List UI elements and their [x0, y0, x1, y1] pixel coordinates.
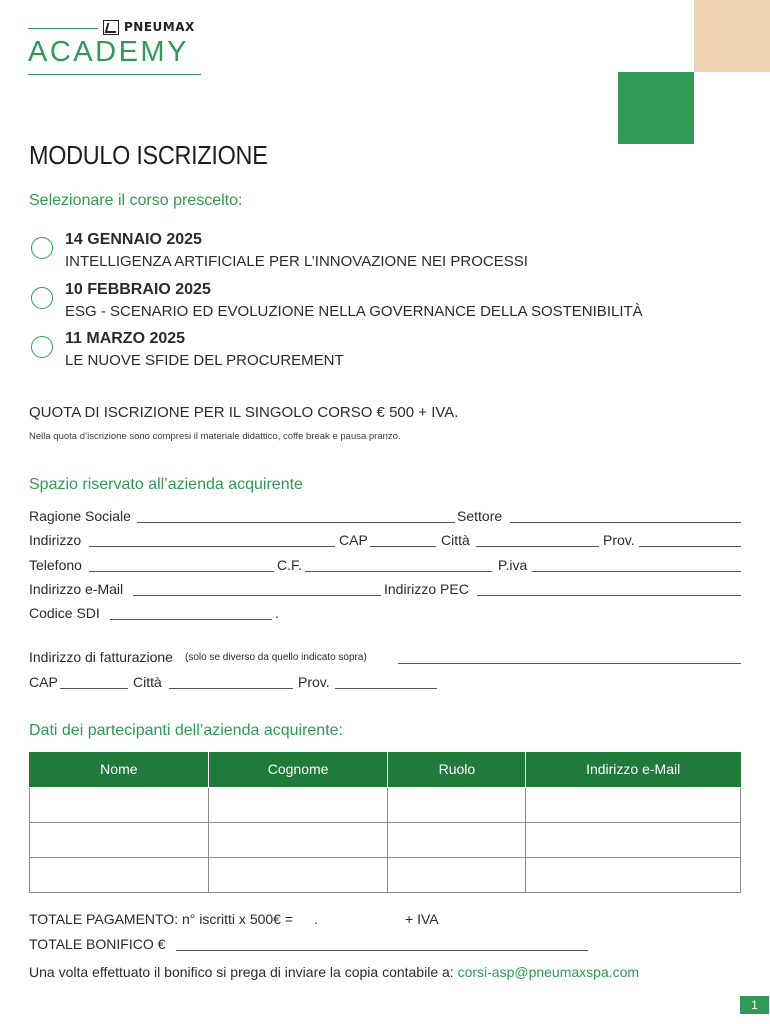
total-payment-suffix: + IVA	[405, 911, 439, 927]
course-selection-heading: Selezionare il corso prescelto:	[29, 192, 243, 209]
academy-logo	[28, 18, 204, 80]
company-row-name	[29, 508, 741, 528]
course-date: 10 FEBBRAIO 2025	[65, 281, 211, 298]
prov-label: Prov.	[603, 532, 635, 548]
table-cell[interactable]	[208, 787, 388, 822]
course-radio-button[interactable]	[31, 287, 53, 309]
email-label: Indirizzo e-Mail	[29, 581, 124, 597]
participants-heading: Dati dei partecipanti dell’azienda acquirente:	[29, 722, 343, 739]
course-option[interactable]	[29, 281, 749, 329]
total-payment-row	[29, 911, 741, 931]
registration-fee-note: Nella quota d’iscrizione sono compresi il materiale didattico, coffe break e pausa pranzo.	[29, 431, 401, 442]
contact-email-link[interactable]: corsi-asp@pneumaxspa.com	[457, 964, 640, 980]
pneumax-logo-icon	[103, 20, 119, 35]
table-cell[interactable]	[526, 857, 741, 892]
course-option[interactable]	[29, 231, 749, 279]
ragione-sociale-field[interactable]	[137, 522, 455, 523]
company-row-tax	[29, 557, 741, 577]
decorative-green-square	[618, 72, 694, 144]
table-cell[interactable]	[388, 857, 526, 892]
billing-cap-label: CAP	[29, 674, 58, 690]
table-row	[30, 822, 741, 857]
logo-rule-top	[28, 28, 98, 29]
column-header-email: Indirizzo e-Mail	[526, 752, 741, 787]
closing-note	[29, 964, 639, 980]
telefono-label: Telefono	[29, 557, 82, 573]
cap-label: CAP	[339, 532, 368, 548]
pec-label: Indirizzo PEC	[384, 581, 469, 597]
company-row-address	[29, 532, 741, 552]
table-cell[interactable]	[30, 787, 209, 822]
billing-citta-label: Città	[133, 674, 162, 690]
ragione-sociale-label: Ragione Sociale	[29, 508, 131, 524]
prov-field[interactable]	[639, 546, 741, 547]
company-row-sdi	[29, 605, 741, 625]
table-cell[interactable]	[388, 787, 526, 822]
course-date: 14 GENNAIO 2025	[65, 231, 202, 248]
column-header-cognome: Cognome	[208, 752, 388, 787]
indirizzo-field[interactable]	[89, 546, 335, 547]
table-cell[interactable]	[208, 857, 388, 892]
sdi-suffix: .	[275, 605, 279, 621]
table-cell[interactable]	[388, 822, 526, 857]
course-name: INTELLIGENZA ARTIFICIALE PER L’INNOVAZIONE NEI PROCESSI	[65, 253, 528, 270]
table-cell[interactable]	[526, 787, 741, 822]
table-row	[30, 787, 741, 822]
total-transfer-label: TOTALE BONIFICO €	[29, 936, 166, 952]
cap-field[interactable]	[370, 546, 436, 547]
pec-field[interactable]	[477, 595, 741, 596]
column-header-nome: Nome	[30, 752, 209, 787]
billing-address-note: (solo se diverso da quello indicato sopra)	[185, 652, 367, 663]
page-number: 1	[740, 996, 769, 1014]
billing-address-label: Indirizzo di fatturazione	[29, 649, 173, 665]
billing-row-location	[29, 674, 741, 694]
brand-name: PNEUMAX	[124, 20, 195, 34]
course-option[interactable]	[29, 330, 749, 378]
sdi-field[interactable]	[110, 619, 272, 620]
piva-field[interactable]	[532, 571, 741, 572]
billing-address-field[interactable]	[398, 663, 741, 664]
cf-field[interactable]	[305, 571, 492, 572]
table-header-row	[30, 752, 741, 787]
participants-table	[29, 752, 741, 893]
piva-label: P.iva	[498, 557, 528, 573]
closing-text: Una volta effettuato il bonifico si prega di inviare la copia contabile a:	[29, 964, 454, 980]
table-row	[30, 857, 741, 892]
company-row-email	[29, 581, 741, 601]
logo-rule-bottom	[28, 74, 201, 75]
page-title: MODULO ISCRIZIONE	[29, 140, 268, 170]
cf-label: C.F.	[277, 557, 302, 573]
course-name: LE NUOVE SFIDE DEL PROCUREMENT	[65, 352, 344, 369]
settore-label: Settore	[457, 508, 503, 524]
company-section-heading: Spazio riservato all’azienda acquirente	[29, 476, 303, 493]
total-transfer-row	[29, 936, 741, 956]
table-cell[interactable]	[208, 822, 388, 857]
citta-label: Città	[441, 532, 470, 548]
telefono-field[interactable]	[89, 571, 274, 572]
course-radio-button[interactable]	[31, 336, 53, 358]
settore-field[interactable]	[510, 522, 741, 523]
sdi-label: Codice SDI	[29, 605, 100, 621]
decorative-beige-square	[694, 0, 770, 72]
course-date: 11 MARZO 2025	[65, 330, 186, 347]
academy-wordmark: ACADEMY	[28, 36, 189, 68]
billing-prov-field[interactable]	[335, 688, 437, 689]
table-cell[interactable]	[30, 822, 209, 857]
email-field[interactable]	[133, 595, 381, 596]
billing-prov-label: Prov.	[298, 674, 330, 690]
total-payment-label: TOTALE PAGAMENTO: n° iscritti x 500€ =	[29, 911, 294, 927]
course-name: ESG - SCENARIO ED EVOLUZIONE NELLA GOVERNANCE DELLA SOSTENIBILITÀ	[65, 303, 643, 320]
total-payment-blank[interactable]: .	[314, 911, 318, 927]
indirizzo-label: Indirizzo	[29, 532, 82, 548]
billing-citta-field[interactable]	[169, 688, 293, 689]
course-radio-button[interactable]	[31, 237, 53, 259]
registration-fee: QUOTA DI ISCRIZIONE PER IL SINGOLO CORSO € 500 + IVA.	[29, 404, 459, 421]
citta-field[interactable]	[476, 546, 599, 547]
total-transfer-field[interactable]	[176, 950, 588, 951]
billing-row-address	[29, 649, 741, 669]
column-header-ruolo: Ruolo	[388, 752, 526, 787]
billing-cap-field[interactable]	[60, 688, 128, 689]
table-cell[interactable]	[30, 857, 209, 892]
table-cell[interactable]	[526, 822, 741, 857]
